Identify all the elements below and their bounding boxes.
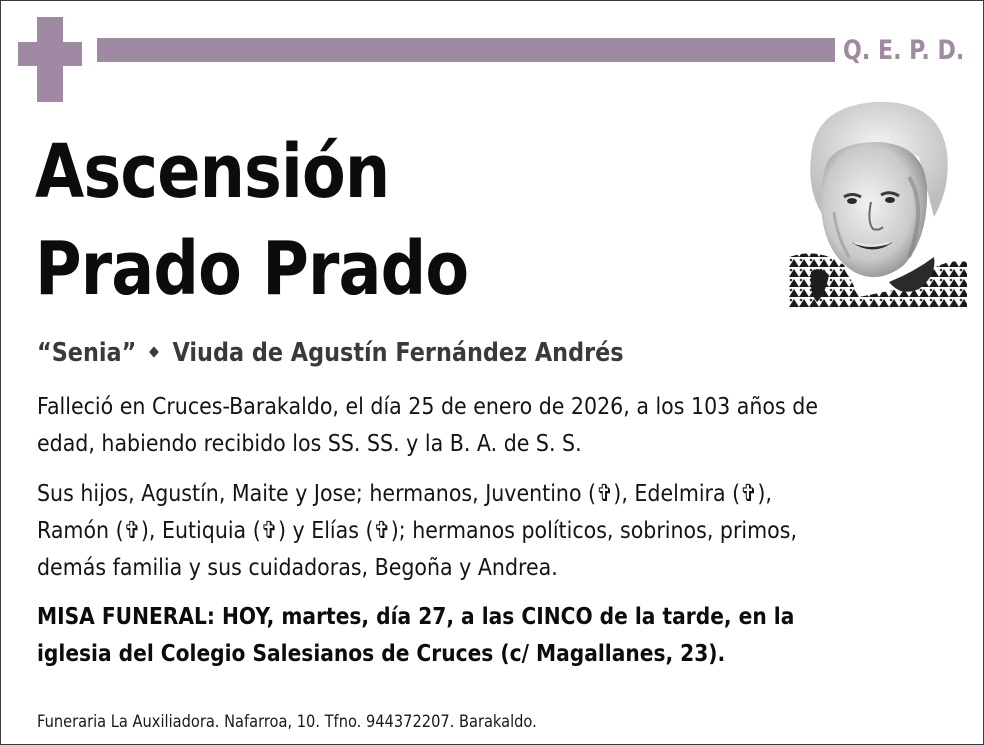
diamond-separator-icon [149,346,159,357]
death-notice-line: Falleció en Cruces-Barakaldo, el día 25 de enero de 2026, a los 103 años de [37,392,818,420]
death-notice-line: edad, habiendo recibido los SS. SS. y la B. A. de S. S. [37,429,582,457]
funeral-mass-paragraph [37,598,914,672]
subtitle-line [37,338,624,368]
deceased-nickname: “Senia” [37,338,137,368]
deceased-first-name: Ascensión [35,129,390,215]
family-line: Ramón (✞), Eutiquia (✞) y Elías (✞); hermanos políticos, sobrinos, primos, [37,516,797,544]
family-line: Sus hijos, Agustín, Maite y Jose; hermanos, Juventino (✞), Edelmira (✞), [37,479,772,507]
funeral-mass-line: MISA FUNERAL: HOY, martes, día 27, a las CINCO de la tarde, en la [37,602,795,630]
deceased-relation: Viuda de Agustín Fernández Andrés [172,338,624,368]
family-paragraph [37,475,930,586]
deceased-portrait-photo [789,97,967,309]
deceased-surnames: Prado Prado [35,226,469,312]
qepd-label: Q. E. P. D. [843,35,965,66]
funeral-mass-line: iglesia del Colegio Salesianos de Cruces (c/ Magallanes, 23). [37,639,726,667]
funeral-home-footer: Funeraria La Auxiliadora. Nafarroa, 10. Tfno. 944372207. Barakaldo. [37,712,537,732]
family-line: demás familia y sus cuidadoras, Begoña y Andrea. [37,553,558,581]
header-rule [97,38,835,62]
death-notice-paragraph [37,388,930,462]
latin-cross-icon [18,17,82,102]
